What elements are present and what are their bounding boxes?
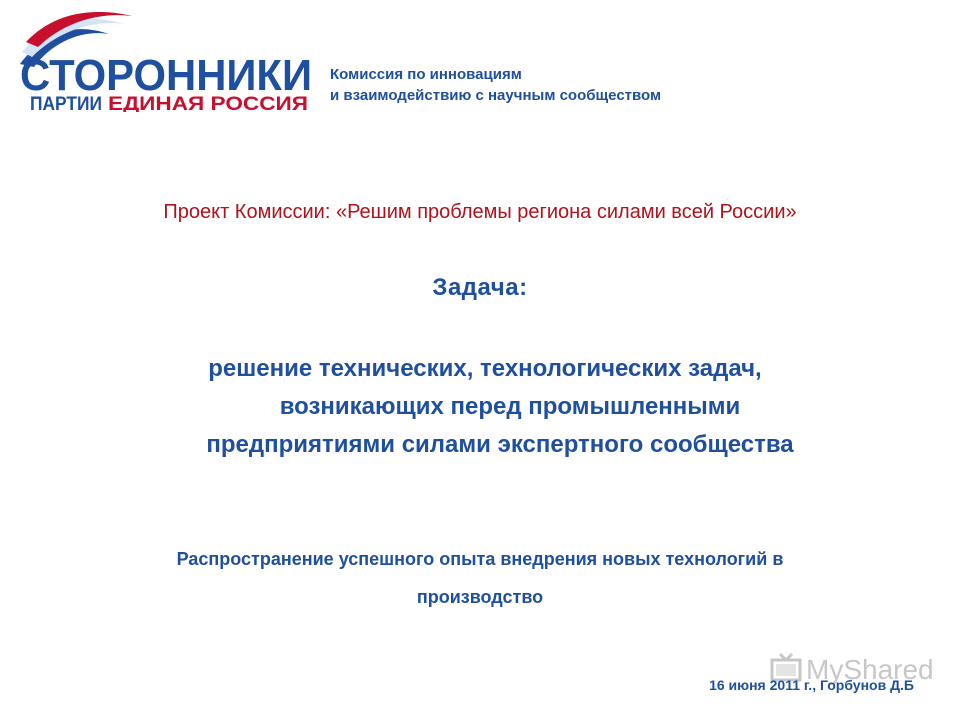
party-supporters-logo [14,12,314,112]
watermark-text: MyShared [806,654,934,685]
commission-header [330,64,661,106]
project-title: Проект Комиссии: «Решим проблемы региона силами всей России» [163,201,797,223]
task-description [100,350,900,464]
logo-subtitle-name: ЕДИНАЯ РОССИЯ [108,94,308,112]
logo-subtitle-party: ПАРТИИ [30,94,102,112]
logo-title: СТОРОННИКИ [20,51,312,100]
task-line-2: возникающих перед промышленными [279,393,741,420]
task-heading: Задача: [432,274,528,301]
spread-statement [0,540,960,616]
spread-line-2: производство [416,587,544,607]
task-line-1: решение технических, технологических задач, [208,355,762,382]
footer-date-author: 16 июня 2011 г., Горбунов Д.Б [709,677,914,693]
commission-line-1: Комиссия по инновациям [330,66,522,83]
task-line-3: предприятиями силами экспертного сообщества [206,431,794,458]
flag-emblem-icon [14,12,314,112]
commission-line-2: и взаимодействию с научным сообществом [330,87,662,104]
spread-line-1: Распространение успешного опыта внедрения новых технологий в [176,549,784,569]
